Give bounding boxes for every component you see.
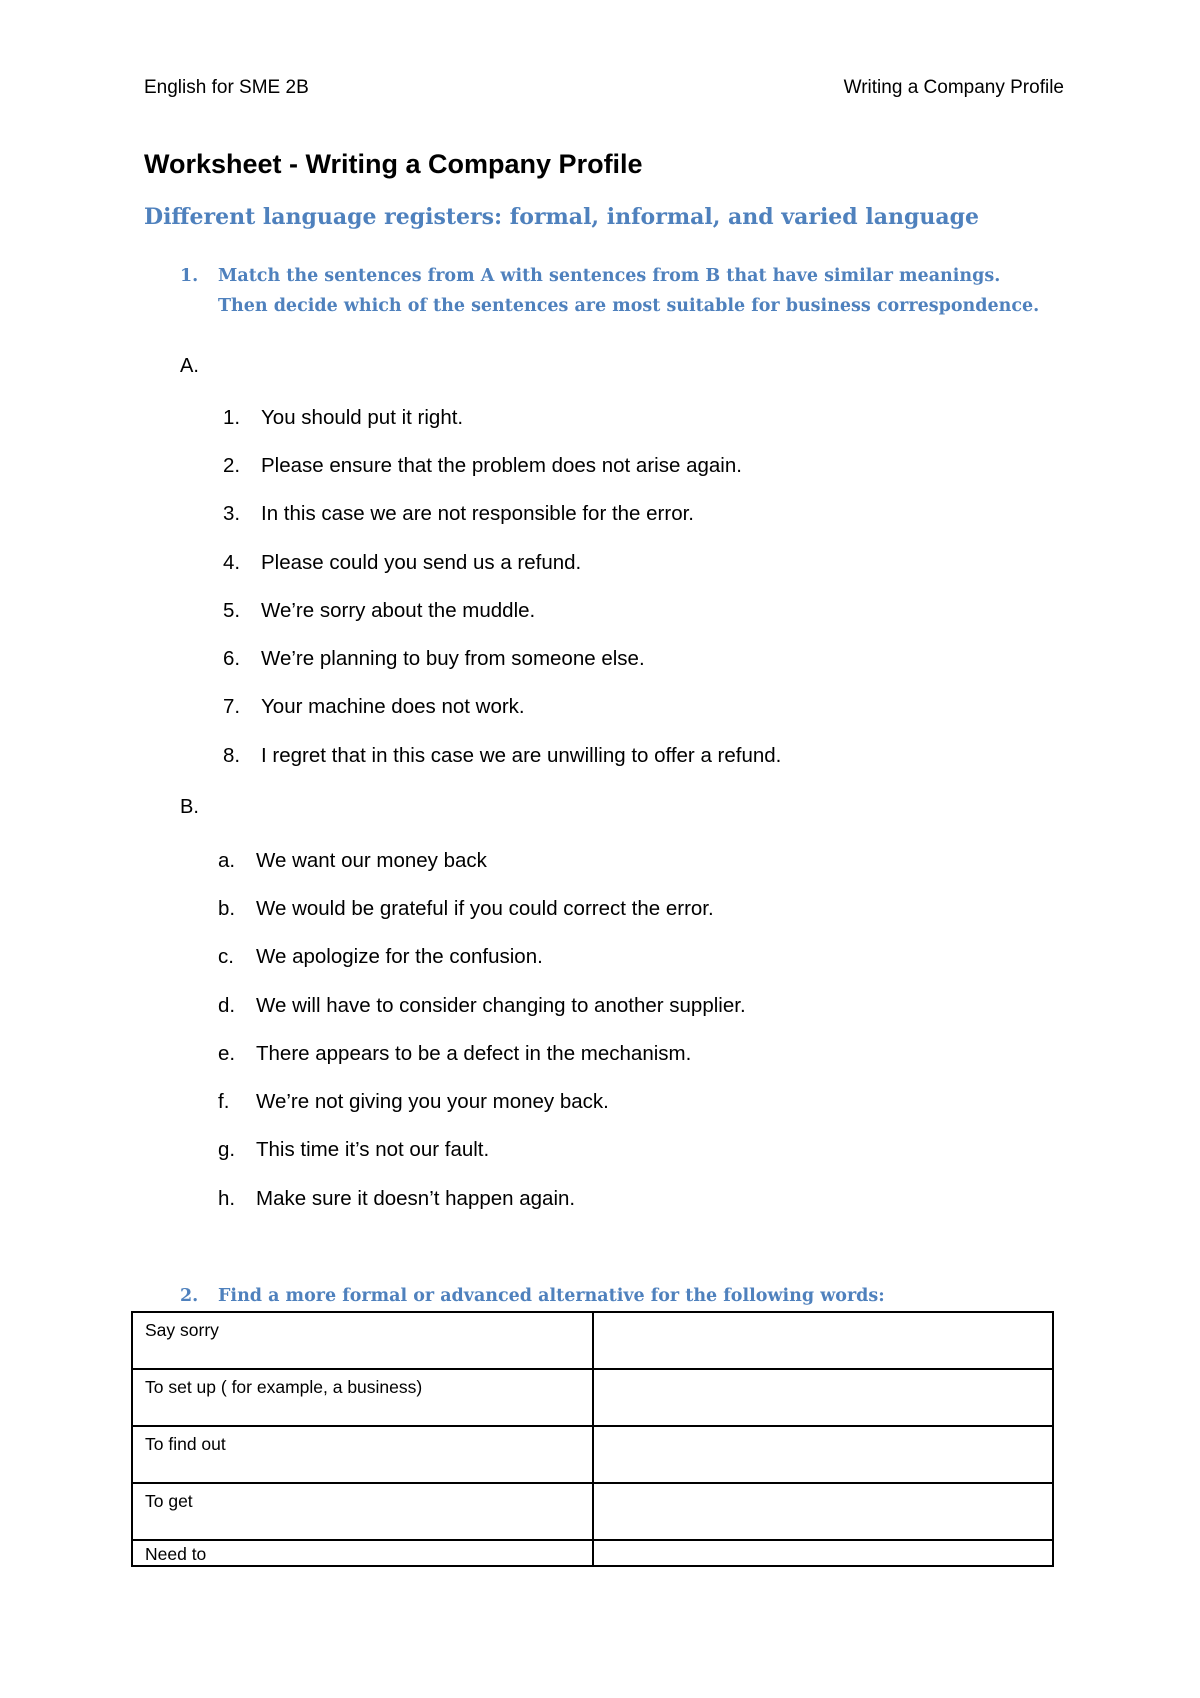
table-cell-answer[interactable] (593, 1369, 1053, 1426)
table-cell-answer[interactable] (593, 1426, 1053, 1483)
header-course-name: English for SME 2B (144, 77, 309, 98)
worksheet-page: English for SME 2B Writing a Company Profile Worksheet - Writing a Company Profile Different language registers: formal, informal, and varied language 1. Match the sentences from A with sentences from B that have similar meanings. Then decide which of the sentences are most suitable for business correspondence. A. 1. You should put it right. 2. Please ensure that the problem does not arise again. 3. In this case we are not responsible for the error. 4. Please could you send us a refund. 5. We’re sorry about the muddle. 6. We’re planning to buy from someone else. 7. Your machine does not work. 8. I regret that in this case we are unwilling to offer a refund. B. a. We want our money back b. We would be grateful if you could correct the error. c. We apologize for the confusion. d. We will have to consider changing to another supplier. e. There appears to be a defect in the mechanism. f. We’re not giving you your money back. g. This time it’s not our fault. h. Make sure it doesn’t happen again. 2. Find a more formal or advanced alternative for the following words: Say sorry To set up ( for example, a business) To find out To get Need to (0, 0, 1200, 1698)
worksheet-title: Worksheet - Writing a Company Profile (144, 149, 643, 179)
section-b-label: B. (180, 796, 199, 818)
table-row (132, 1312, 1053, 1369)
question-2-number: 2. (180, 1286, 199, 1306)
table-cell-answer[interactable] (593, 1312, 1053, 1369)
vocabulary-table (131, 1311, 1054, 1567)
table-row (132, 1540, 1053, 1566)
section-a-label: A. (180, 355, 199, 377)
table-cell-answer[interactable] (593, 1540, 1053, 1566)
table-cell-word: Need to (132, 1540, 593, 1566)
question-1 (180, 261, 1040, 321)
question-1-number: 1. (180, 266, 199, 286)
question-1-text: Match the sentences from A with sentences from B that have similar meanings. Then decide which of the sentences are most suitable for business correspondence. (218, 266, 1040, 316)
header-document-topic: Writing a Company Profile (843, 77, 1064, 98)
table-cell-word: To find out (132, 1426, 593, 1483)
table-cell-word: To get (132, 1483, 593, 1540)
table-cell-word: To set up ( for example, a business) (132, 1369, 593, 1426)
table-cell-answer[interactable] (593, 1483, 1053, 1540)
table-row (132, 1369, 1053, 1426)
section-subtitle: Different language registers: formal, informal, and varied language (144, 204, 979, 230)
table-cell-word: Say sorry (132, 1312, 593, 1369)
question-2-text: Find a more formal or advanced alternative for the following words: (218, 1286, 885, 1306)
table-row (132, 1483, 1053, 1540)
table-row (132, 1426, 1053, 1483)
